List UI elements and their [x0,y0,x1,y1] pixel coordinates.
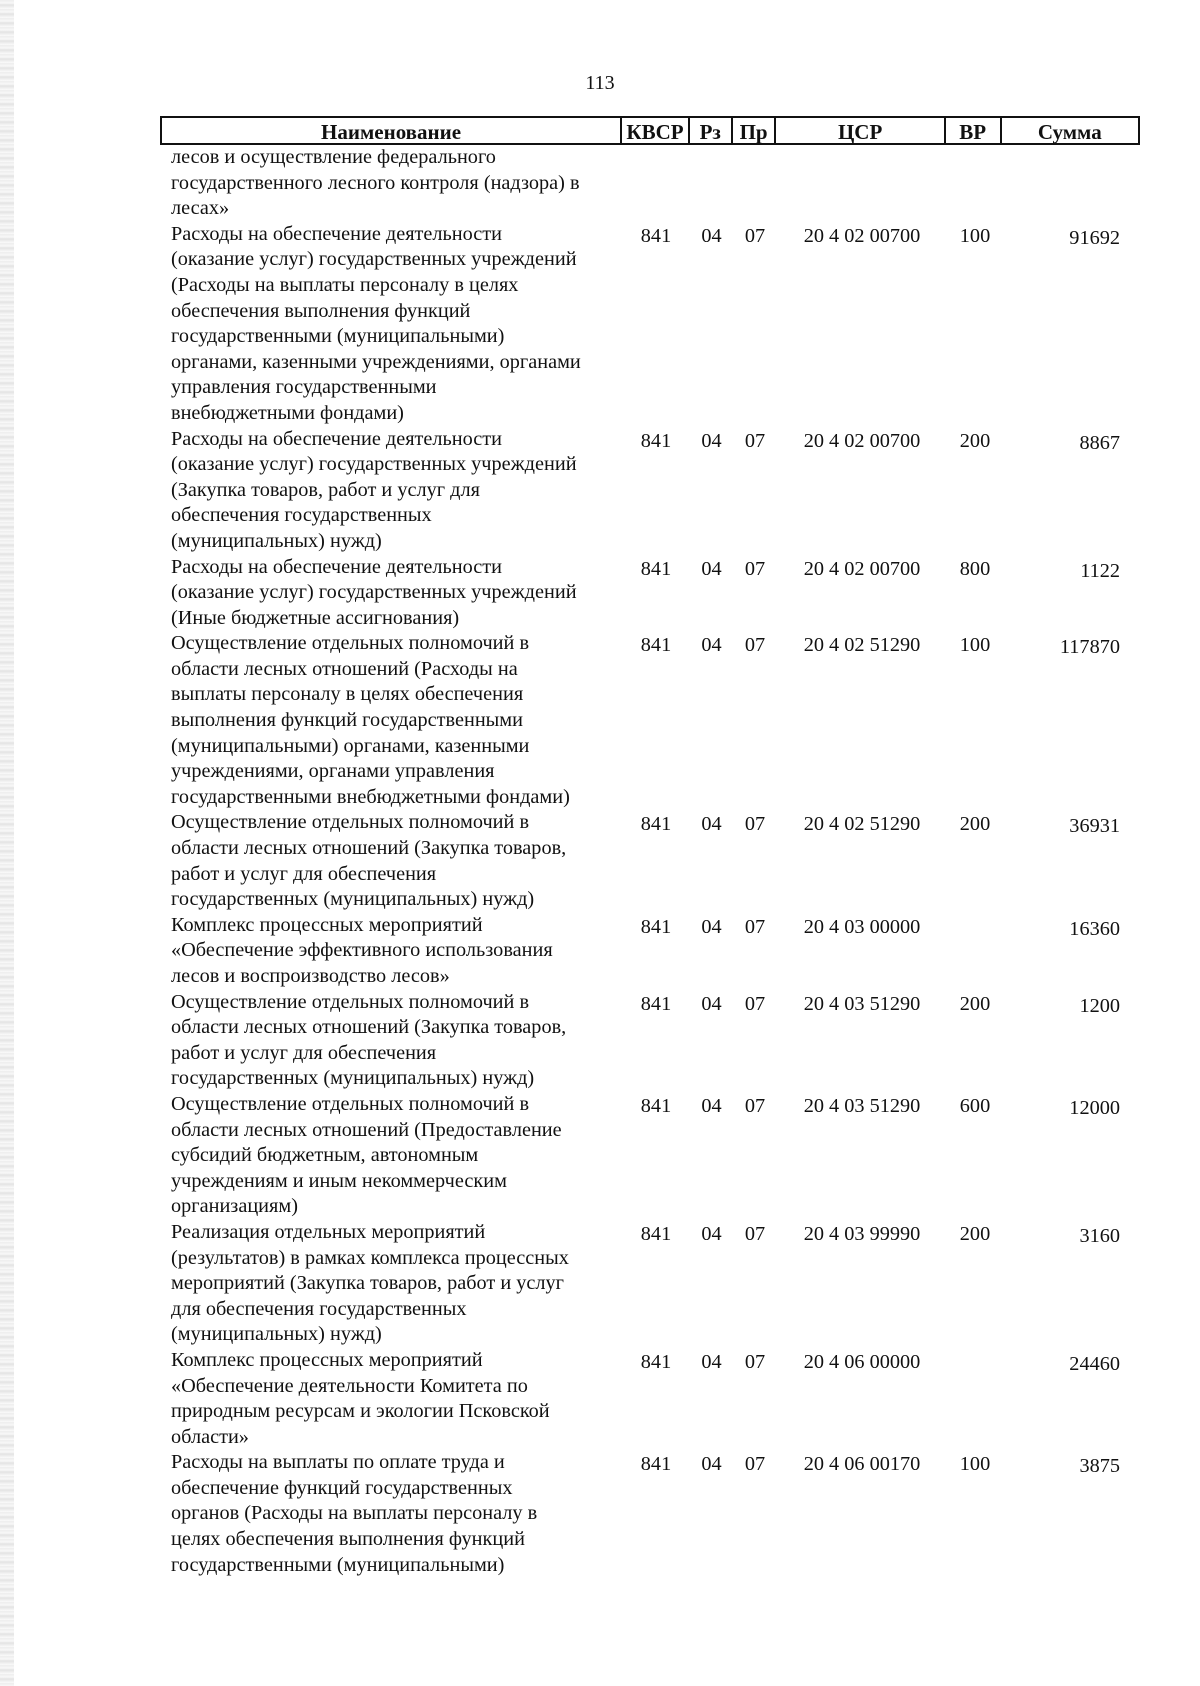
header-kvsr: КВСР [622,118,690,143]
row-csr: 20 4 02 00700 [803,557,921,580]
row-vr: 100 [959,1453,991,1476]
row-vr: 800 [959,557,991,580]
row-sum: 91692 [1069,226,1120,249]
row-rz: 04 [701,915,722,938]
row-sum: 1200 [1079,994,1120,1017]
row-csr: 20 4 02 00700 [803,224,921,247]
row-pr: 07 [744,1453,766,1476]
table-body [160,145,1140,1578]
table-row [160,427,1140,555]
row-kvsr: 841 [640,1350,672,1373]
page-number: 113 [585,72,615,94]
row-pr [733,145,777,147]
row-kvsr: 841 [640,429,672,452]
row-csr: 20 4 03 51290 [803,992,921,1015]
row-kvsr: 841 [640,1453,672,1476]
table-row [160,990,1140,1092]
row-pr: 07 [744,634,766,657]
row-kvsr [622,145,690,147]
row-sum: 3160 [1079,1224,1120,1247]
row-kvsr: 841 [640,1094,672,1117]
row-name: Расходы на выплаты по оплате труда и обеспечение функций государственных органов (Расходы на выплаты персоналу в целях обеспечения выполнения функций государственными (муниципальными) [171,1451,538,1576]
header-name: Наименование [162,118,622,143]
row-sum: 1122 [1080,559,1120,582]
row-vr: 200 [959,992,991,1015]
row-vr [947,1348,1003,1350]
row-name: Расходы на обеспечение деятельности (оказание услуг) государственных учреждений (Расходы на выплаты персоналу в целях обеспечения выполнения функций государственными (муниципальными) органами, казенными учреждениями, органами управления государственными внебюджетными фондами) [171,222,581,424]
row-pr: 07 [744,915,766,938]
row-pr: 07 [744,557,766,580]
row-rz: 04 [701,557,722,580]
row-vr: 200 [959,813,991,836]
table-row [160,222,1140,427]
row-kvsr: 841 [640,1222,672,1245]
row-pr: 07 [744,813,766,836]
header-pr: Пр [733,118,777,143]
row-rz: 04 [701,1222,722,1245]
row-csr: 20 4 03 99990 [803,1222,921,1245]
row-name: Осуществление отдельных полномочий в области лесных отношений (Предоставление субсидий бюджетным, автономным учреждениям и иным некоммерческим организациям) [171,1092,562,1218]
row-rz: 04 [701,1453,722,1476]
header-sum: Сумма [1037,120,1102,144]
table-row [160,810,1140,912]
row-pr: 07 [744,1094,766,1117]
row-sum: 8867 [1079,431,1120,454]
header-csr: ЦСР [776,118,945,143]
table-row [160,1220,1140,1348]
table-row [160,1450,1140,1578]
row-pr: 07 [744,429,766,452]
table-row [160,555,1140,632]
row-sum: 3875 [1079,1455,1120,1478]
row-sum: 117870 [1059,636,1120,659]
table-row [160,913,1140,990]
row-csr: 20 4 02 51290 [803,634,921,657]
row-sum: 24460 [1069,1352,1120,1375]
budget-table [160,116,1140,1578]
row-rz: 04 [701,1350,722,1373]
row-csr: 20 4 02 00700 [803,429,921,452]
row-pr: 07 [744,992,766,1015]
row-kvsr: 841 [640,992,672,1015]
table-row [160,1348,1140,1450]
row-name: Осуществление отдельных полномочий в области лесных отношений (Расходы на выплаты персоналу в целях обеспечения выполнения функций государственными (муниципальными) органами, казенными учреждениями, органами управления государственными внебюджетными фондами) [171,632,570,808]
row-kvsr: 841 [640,557,672,580]
row-vr: 100 [959,634,991,657]
table-header [160,116,1140,145]
scan-edge-artifact [0,0,14,1686]
row-name: Комплекс процессных мероприятий «Обеспечение эффективного использования лесов и воспроизводство лесов» [171,913,553,987]
row-rz [690,145,733,147]
row-pr: 07 [744,1222,766,1245]
row-csr [777,145,947,147]
row-rz: 04 [701,429,722,452]
row-vr: 200 [959,429,991,452]
row-vr: 600 [959,1094,991,1117]
row-csr: 20 4 06 00000 [803,1350,921,1373]
row-vr [947,913,1003,915]
row-name: Осуществление отдельных полномочий в области лесных отношений (Закупка товаров, работ и услуг для обеспечения государственных (муниципальных) нужд) [171,811,567,911]
row-kvsr: 841 [640,813,672,836]
row-vr [947,145,1003,147]
header-vr: ВР [946,118,1002,143]
row-sum: 16360 [1069,917,1120,940]
row-sum [1003,145,1140,149]
row-csr: 20 4 06 00170 [803,1453,921,1476]
row-rz: 04 [701,813,722,836]
table-row [160,631,1140,810]
row-kvsr: 841 [640,915,672,938]
row-name: лесов и осуществление федерального государственного лесного контроля (надзора) в лесах» [171,146,580,220]
row-kvsr: 841 [640,634,672,657]
row-name: Комплекс процессных мероприятий «Обеспечение деятельности Комитета по природным ресурсам и экологии Псковской области» [171,1348,550,1448]
row-rz: 04 [701,634,722,657]
table-row [160,1092,1140,1220]
row-vr: 100 [959,224,991,247]
header-rz: Рз [690,118,733,143]
row-csr: 20 4 02 51290 [803,813,921,836]
table-row [160,145,1140,222]
row-name: Осуществление отдельных полномочий в области лесных отношений (Закупка товаров, работ и услуг для обеспечения государственных (муниципальных) нужд) [171,990,567,1090]
row-pr: 07 [744,1350,766,1373]
row-kvsr: 841 [640,224,672,247]
row-name: Реализация отдельных мероприятий (результатов) в рамках комплекса процессных мероприятий (Закупка товаров, работ и услуг для обеспечения государственных (муниципальных) нужд) [171,1220,569,1346]
row-name: Расходы на обеспечение деятельности (оказание услуг) государственных учреждений (Иные бюджетные ассигнования) [171,555,577,629]
row-rz: 04 [701,224,722,247]
row-csr: 20 4 03 51290 [803,1094,921,1117]
row-rz: 04 [701,992,722,1015]
row-sum: 36931 [1069,815,1120,838]
row-pr: 07 [744,224,766,247]
row-name: Расходы на обеспечение деятельности (оказание услуг) государственных учреждений (Закупка товаров, работ и услуг для обеспечения государственных (муниципальных) нужд) [171,427,577,552]
row-sum: 12000 [1069,1096,1120,1119]
row-csr: 20 4 03 00000 [803,915,921,938]
row-rz: 04 [701,1094,722,1117]
row-vr: 200 [959,1222,991,1245]
